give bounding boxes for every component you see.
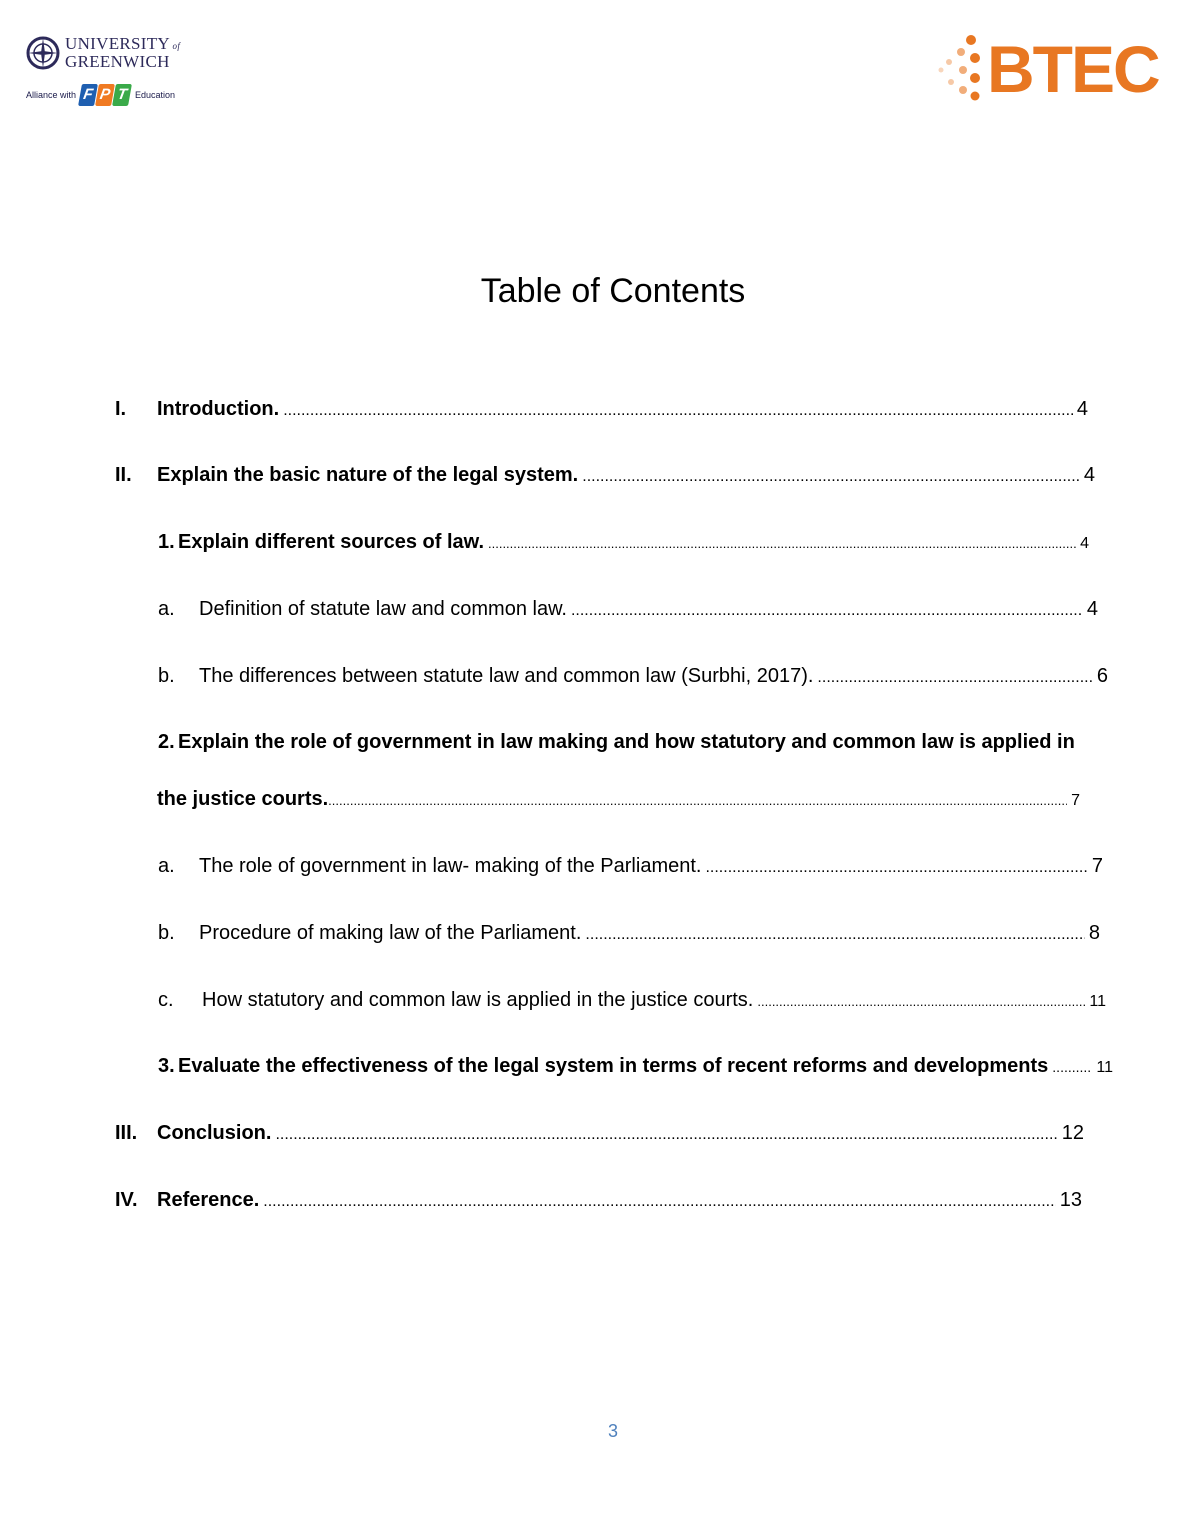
- toc-entry[interactable]: II. Explain the basic nature of the legal system. ..... 4: [157, 464, 1095, 487]
- toc-entry[interactable]: 1. Explain different sources of law. ..... 4: [178, 531, 1089, 554]
- dots-graphic-icon: [935, 34, 987, 104]
- toc-entry[interactable]: a. Definition of statute law and common law. ..... 4: [199, 598, 1098, 621]
- alliance-text: Alliance with: [26, 90, 77, 100]
- toc-entry[interactable]: a. The role of government in law- making of the Parliament. ..... 7: [199, 855, 1103, 878]
- fpt-logo: F P T: [80, 84, 131, 106]
- toc-entry[interactable]: b. Procedure of making law of the Parliament. ..... 8: [199, 922, 1100, 945]
- btec-logo: BTEC: [935, 34, 1159, 104]
- toc-entry[interactable]: I. Introduction. ..... 4: [157, 398, 1088, 421]
- toc-entry[interactable]: b. The differences between statute law and common law (Surbhi, 2017). ..... 6: [199, 665, 1108, 688]
- toc-entry[interactable]: 2. Explain the role of government in law making and how statutory and common law is applied in: [158, 731, 1075, 753]
- page-number: 3: [607, 1421, 618, 1441]
- toc-entry[interactable]: IV. Reference. ..... 13: [157, 1189, 1082, 1212]
- toc-entry[interactable]: c. How statutory and common law is applied in the justice courts. ..... 11: [202, 989, 1106, 1012]
- toc-entry[interactable]: 3. Evaluate the effectiveness of the legal system in terms of recent reforms and developments ..... 11: [178, 1055, 1113, 1078]
- compass-emblem-icon: [26, 36, 60, 70]
- university-of-greenwich-logo: UNIVERSITY of GREENWICH Alliance with F P T Education: [26, 36, 186, 106]
- page-title: Table of Contents: [480, 272, 746, 310]
- toc-entry-continuation[interactable]: the justice courts. ..... 7: [157, 788, 1080, 811]
- education-text: Education: [135, 90, 176, 100]
- toc-entry[interactable]: III. Conclusion. ..... 12: [157, 1122, 1084, 1145]
